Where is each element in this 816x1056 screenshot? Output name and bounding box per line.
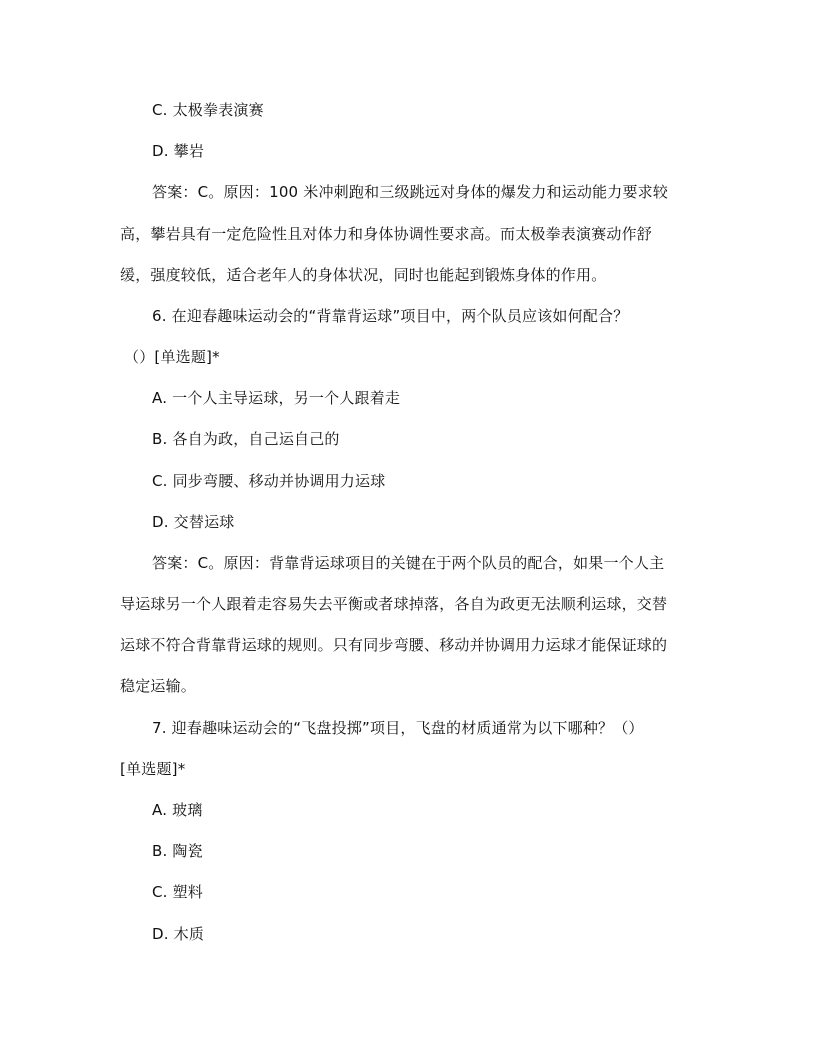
q7-question-line-1: 7. 迎春趣味运动会的“飞盘投掷”项目，飞盘的材质通常为以下哪种？（） xyxy=(152,719,644,737)
q7-option-a: A. 玻璃 xyxy=(152,801,203,819)
q6-option-c: C. 同步弯腰、移动并协调用力运球 xyxy=(152,472,386,490)
q6-answer-line-3: 运球不符合背靠背运球的规则。只有同步弯腰、移动并协调用力运球才能保证球的 xyxy=(120,636,668,654)
q6-question-line-1: 6. 在迎春趣味运动会的“背靠背运球”项目中，两个队员应该如何配合？ xyxy=(152,307,629,325)
q7-option-d: D. 木质 xyxy=(152,925,205,943)
q6-option-a: A. 一个人主导运球，另一个人跟着走 xyxy=(152,389,401,407)
q6-answer-line-4: 稳定运输。 xyxy=(120,677,197,695)
q6-answer-line-2: 导运球另一个人跟着走容易失去平衡或者球掉落，各自为政更无法顺利运球，交替 xyxy=(120,595,668,613)
q7-question-line-2: [单选题]* xyxy=(120,760,186,778)
q5-option-c: C. 太极拳表演赛 xyxy=(152,101,264,119)
q6-option-d: D. 交替运球 xyxy=(152,513,235,531)
q6-answer-line-1: 答案：C。原因：背靠背运球项目的关键在于两个队员的配合，如果一个人主 xyxy=(152,554,665,572)
q6-option-b: B. 各自为政，自己运自己的 xyxy=(152,430,340,448)
q5-answer-line-3: 缓，强度较低，适合老年人的身体状况，同时也能起到锻炼身体的作用。 xyxy=(120,266,607,284)
q7-option-b: B. 陶瓷 xyxy=(152,842,203,860)
q5-option-d: D. 攀岩 xyxy=(152,142,205,160)
q5-answer-line-1: 答案：C。原因：100 米冲刺跑和三级跳远对身体的爆发力和运动能力要求较 xyxy=(152,183,669,201)
q7-option-c: C. 塑料 xyxy=(152,883,204,901)
q6-question-line-2: （）[单选题]* xyxy=(124,348,220,366)
q5-answer-line-2: 高，攀岩具有一定危险性且对体力和身体协调性要求高。而太极拳表演赛动作舒 xyxy=(120,225,653,243)
